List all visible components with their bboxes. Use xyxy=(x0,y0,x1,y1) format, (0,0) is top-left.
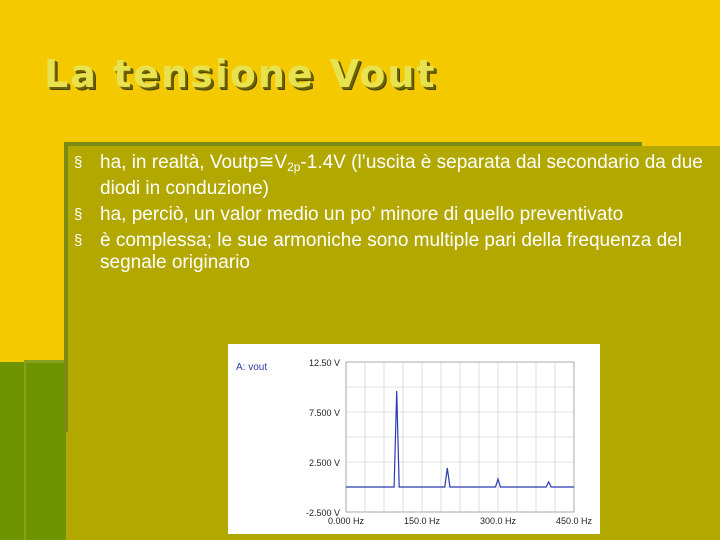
slide-title: La tensione Vout xyxy=(44,52,437,96)
y-tick-label: 12.50 V xyxy=(308,358,340,368)
chart-plot xyxy=(228,344,600,534)
bullet-text: è complessa; le sue armoniche sono multiple pari della frequenza del segnale originario xyxy=(100,230,682,273)
square-bullet-icon: § xyxy=(74,206,83,223)
square-bullet-icon: § xyxy=(74,154,83,171)
bullet-item xyxy=(72,230,712,274)
bullet-list xyxy=(72,152,712,278)
bullet-item xyxy=(72,204,712,226)
decorative-strip xyxy=(24,362,68,540)
x-tick-label: 150.0 Hz xyxy=(403,516,441,526)
x-tick-label: 450.0 Hz xyxy=(555,516,593,526)
spectrum-chart xyxy=(228,344,600,534)
panel-border xyxy=(64,142,642,146)
y-tick-label: 2.500 V xyxy=(308,458,340,468)
bullet-text: ha, perciò, un valor medio un po’ minore di quello preventivato xyxy=(100,204,624,225)
x-tick-label: 0.000 Hz xyxy=(327,516,365,526)
bullet-item xyxy=(72,152,712,200)
trace-label: A: vout xyxy=(236,362,268,373)
bullet-text: ha, in realtà, $Voutp≅V_{2p}-1.4V$ (l’uscita è separata dal secondario da due diodi in conduzione) xyxy=(100,152,703,199)
x-tick-label: 300.0 Hz xyxy=(479,516,517,526)
y-tick-label: -2.500 V xyxy=(305,508,340,518)
y-tick-label: 7.500 V xyxy=(308,408,340,418)
panel-border xyxy=(64,142,68,432)
square-bullet-icon: § xyxy=(74,232,83,249)
